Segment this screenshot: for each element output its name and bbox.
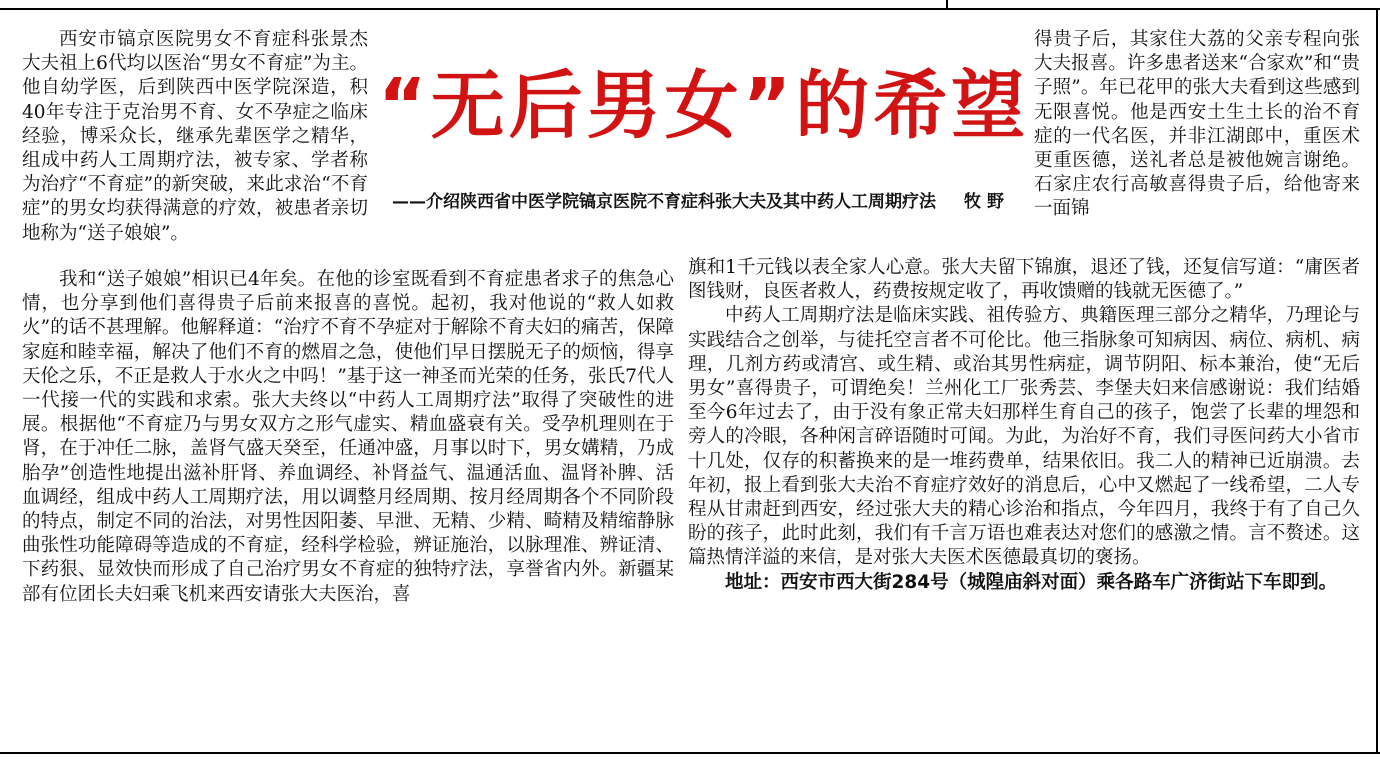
body-paragraph-1: 我和“送子娘娘”相识已4年矣。在他的诊室既看到不育症患者求子的焦急心情，也分享到他们喜得贵子后前来报喜的喜悦。起初，我对他说的“救人如救火”的话不甚理解。他解释道：“治疗不育不孕症对于解除不育夫妇的痛苦，保障家庭和睦幸福，解决了他们不育的燃眉之急，使他们早日摆脱无子的烦恼，得享天伦之乐，不正是救人于水火之中吗！”基于这一神圣而光荣的任务，张氏7代人一代接一代的实践和求索。张大夫终以“中药人工周期疗法”取得了突破性的进展。根据他“不育症乃与男女双方之形气虚实、精血盛衰有关。受孕机理则在于肾，在于冲任二脉，盖肾气盛天癸至，任通冲盛，月事以时下，男女媾精，乃成胎孕”创造性地提出滋补肝肾、养血调经、补肾益气、温通活血、温肾补脾、活血调经，组成中药人工周期疗法，用以调整月经周期、按月经周期各个不同阶段的特点，制定不同的治法，对男性因阳萎、早泄、无精、少精、畸精及精缩静脉曲张性功能障碍等造成的不育症，经科学检验，辨证施治，以脉理准、辨证清、下药狠、显效快而形成了自己治疗男女不育症的独特疗法，享誉省内外。新疆某部有位团长夫妇乘飞机来西安请张大夫医治，喜 <box>22 269 674 605</box>
right-rule <box>1376 8 1378 754</box>
bottom-rule <box>0 752 1380 754</box>
right-top-paragraph: 得贵子后，其家住大荔的父亲专程向张大夫报喜。许多患者送来“合家欢”和“贵子照”。年已花甲的张大夫看到这些感到无限喜悦。他是西安土生土长的治不育症的一代名医，并非江湖郎中，重医术更重医德，送礼者总是被他婉言谢绝。石家庄农行高敏喜得贵子后，给他寄来一面锦 <box>1034 29 1360 220</box>
right-body-column <box>688 256 1360 595</box>
body-paragraph-2: 中药人工周期疗法是临床实践、祖传验方、典籍医理三部分之精华，乃理论与实践结合之创举，与徒托空言者不可伦比。他三指脉象可知病因、病位、病机、病理，几剂方药或清宫、或生精、或治其男性病症，调节阴阳、标本兼治，使“无后男女”喜得贵子，可谓绝矣！兰州化工厂张秀芸、李堡夫妇来信感谢说：我们结婚至今6年过去了，由于没有象正常夫妇那样生育自己的孩子，饱尝了长辈的埋怨和旁人的冷眼，各种闲言碎语随时可闻。为此，为治好不育，我们寻医问药大小省市十几处，仅存的积蓄换来的是一堆药费单，结果依旧。我二人的精神已近崩溃。去年初，报上看到张大夫治不育症疗效好的消息后，心中又燃起了一线希望，二人专程从甘肃赶到西安，经过张大夫的精心诊治和指点，今年四月，我终于有了自己久盼的孩子，此时此刻，我们有千言万语也难表达对您们的感激之情。言不赘述。这篇热情洋溢的来信，是对张大夫医术医德最真切的褒扬。 <box>688 305 1360 569</box>
article-subtitle <box>392 190 1032 214</box>
subtitle-text: ——介绍陕西省中医学院镐京医院不育症科张大夫及其中药人工周期疗法 <box>392 192 936 212</box>
top-rule <box>0 8 1380 10</box>
top-divider-tick <box>946 0 948 9</box>
right-top-column <box>1034 28 1360 222</box>
clinic-address: 地址：西安市西大街284号（城隍庙斜对面）乘各路车广济街站下车即到。 <box>725 571 1338 593</box>
article-headline: “无后男女”的希望 <box>378 63 1030 149</box>
left-body-column <box>22 268 674 607</box>
author-byline: 牧野 <box>964 192 1010 212</box>
intro-paragraph: 西安市镐京医院男女不育症科张景杰大夫祖上6代均以医治“男女不育症”为主。他自幼学医，后到陕西中医学院深造，积40年专注于克治男不育、女不孕症之临床经验，博采众长，继承先辈医学之精华，组成中药人工周期疗法，被专家、学者称为治疗“不育症”的新突破，来此求治“不育症”的男女均获得满意的疗效，被患者亲切地称为“送子娘娘”。 <box>22 29 368 244</box>
intro-column <box>22 28 368 246</box>
body-paragraph-continued: 旗和1千元钱以表全家人心意。张大夫留下锦旗，退还了钱，还复信写道：“庸医者图钱财，良医者救人，药费按规定收了，再收馈赠的钱就无医德了。” <box>688 257 1360 303</box>
